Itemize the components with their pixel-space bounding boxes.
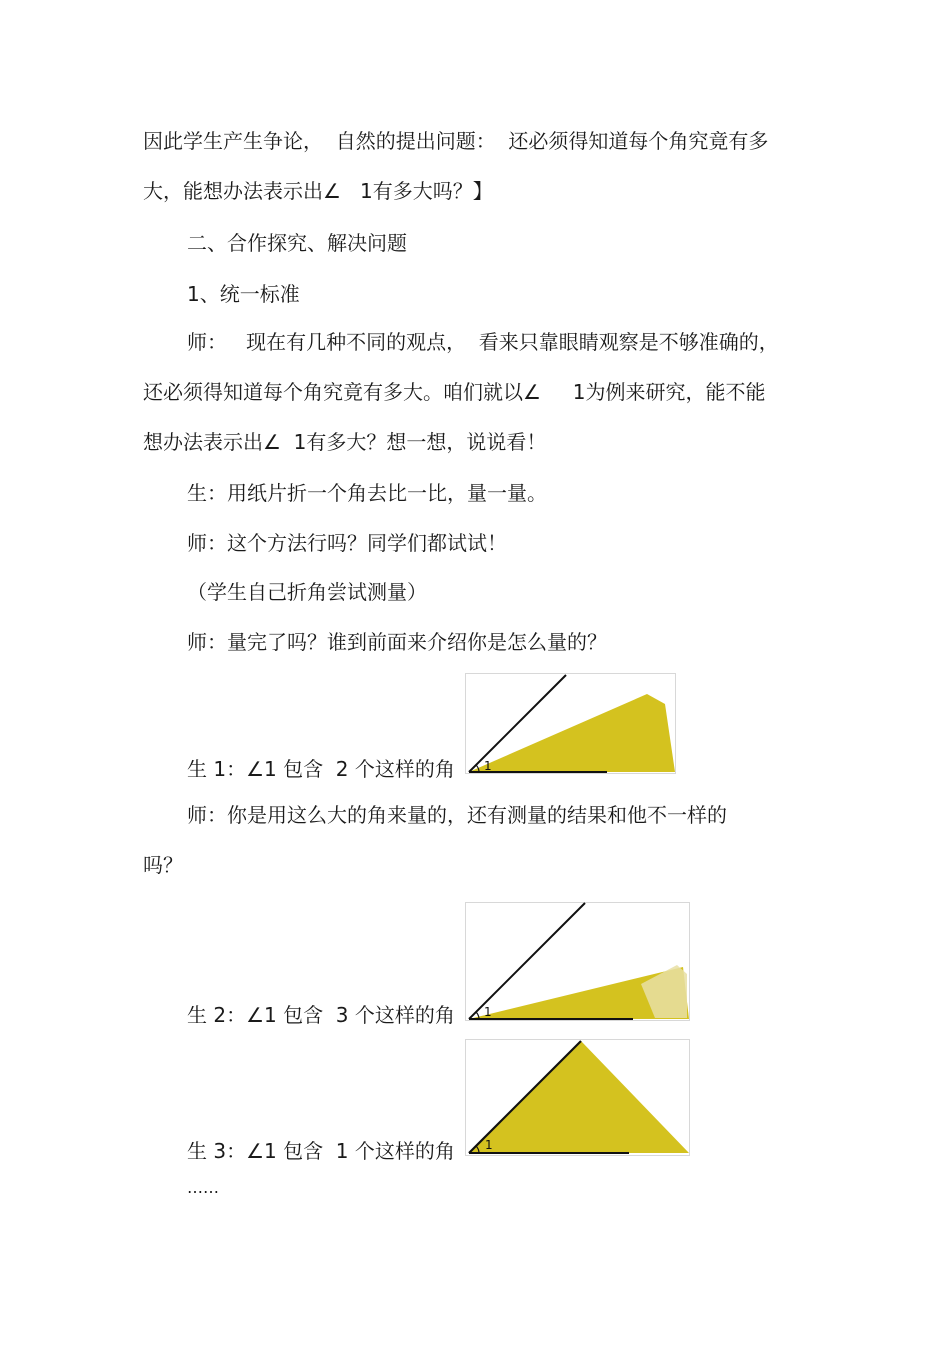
section-heading: 二、合作探究、解决问题 (187, 231, 407, 255)
paragraph: 生：用纸片折一个角去比一比，量一量。 (187, 481, 547, 505)
paragraph: 生 3：∠1 包含 1 个这样的角 (187, 1139, 455, 1163)
paragraph: …… (187, 1178, 219, 1197)
angle-figure-1 (465, 673, 677, 775)
subsection-heading: 1、统一标准 (187, 282, 300, 306)
angle-label: 1 (484, 1005, 492, 1019)
paragraph: 师： 现在有几种不同的观点， 看来只靠眼睛观察是不够准确的， (187, 330, 779, 354)
paragraph: 因此学生产生争论， 自然的提出问题： 还必须得知道每个角究竟有多 (143, 129, 769, 153)
paragraph: 生 1：∠1 包含 2 个这样的角 (187, 757, 455, 781)
paragraph: 师：量完了吗？谁到前面来介绍你是怎么量的？ (187, 630, 607, 654)
angle-label: 1 (485, 1138, 493, 1152)
paragraph: 想办法表示出∠ 1有多大？想一想，说说看！ (143, 430, 547, 454)
paragraph: 还必须得知道每个角究竟有多大。咱们就以∠ 1为例来研究，能不能 (143, 380, 766, 404)
angle-figure-3 (465, 1039, 691, 1157)
angle-label: 1 (484, 759, 492, 773)
paragraph: 师：这个方法行吗？同学们都试试！ (187, 531, 507, 555)
paragraph: 吗？ (143, 853, 183, 877)
angle-figure-2 (465, 902, 691, 1022)
paragraph: （学生自己折角尝试测量） (187, 580, 427, 604)
paragraph: 生 2：∠1 包含 3 个这样的角 (187, 1003, 455, 1027)
paragraph: 师：你是用这么大的角来量的，还有测量的结果和他不一样的 (187, 803, 727, 827)
paragraph: 大，能想办法表示出∠ 1有多大吗？】 (143, 179, 493, 203)
